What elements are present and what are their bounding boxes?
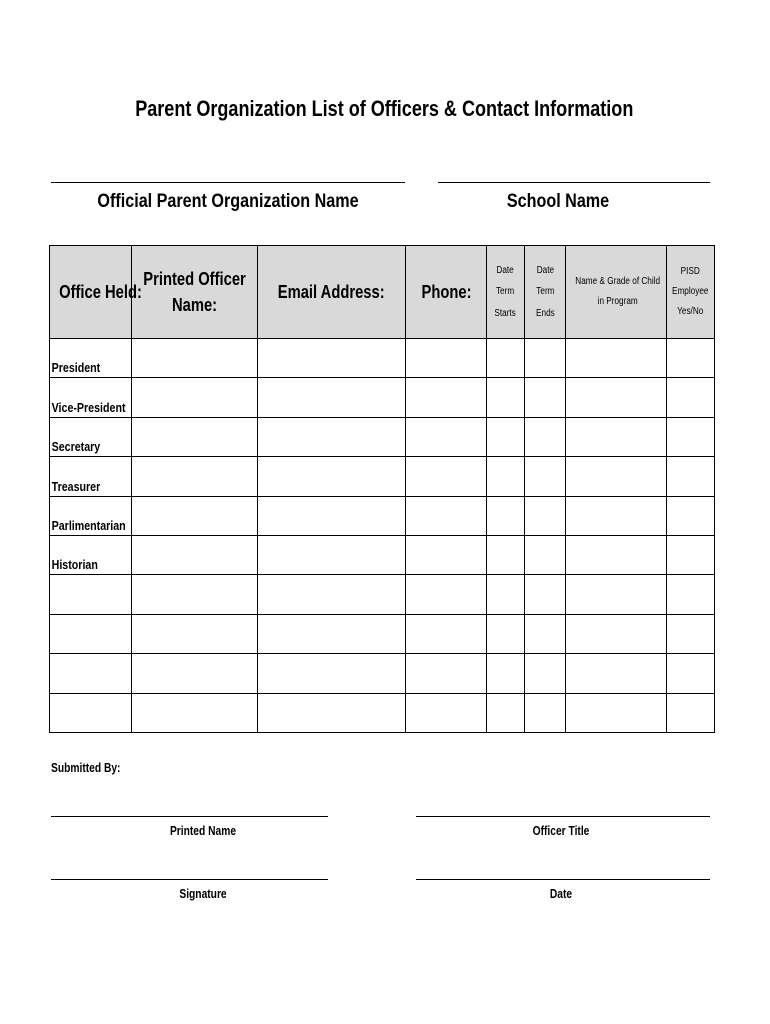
email-cell[interactable] <box>258 378 406 417</box>
term-end-cell[interactable] <box>525 654 566 693</box>
office-held-label: Treasurer <box>51 478 101 494</box>
col-office-held: Office Held: <box>50 246 132 339</box>
printed-name-cell[interactable] <box>132 339 258 378</box>
col-phone: Phone: <box>406 246 487 339</box>
pisd-cell[interactable] <box>667 575 715 614</box>
table-row <box>50 496 715 535</box>
phone-cell[interactable] <box>406 614 487 653</box>
date-line[interactable] <box>416 879 710 880</box>
officer-title-line[interactable] <box>416 816 710 817</box>
term-start-cell[interactable] <box>487 575 525 614</box>
table-row <box>50 693 715 732</box>
phone-cell[interactable] <box>406 417 487 456</box>
email-cell[interactable] <box>258 654 406 693</box>
pisd-cell[interactable] <box>667 496 715 535</box>
office-held-cell[interactable] <box>50 614 132 653</box>
pisd-cell[interactable] <box>667 614 715 653</box>
email-cell[interactable] <box>258 496 406 535</box>
table-row <box>50 378 715 417</box>
email-cell[interactable] <box>258 417 406 456</box>
office-held-cell[interactable] <box>50 417 132 456</box>
office-held-label <box>50 608 52 609</box>
col-printed-officer-name: Printed Officer Name: <box>132 246 258 339</box>
term-start-cell[interactable] <box>487 614 525 653</box>
phone-cell[interactable] <box>406 693 487 732</box>
phone-cell[interactable] <box>406 457 487 496</box>
printed-name-cell[interactable] <box>132 378 258 417</box>
school-name-line[interactable] <box>438 182 710 183</box>
org-name-line[interactable] <box>51 182 405 183</box>
child-cell[interactable] <box>566 339 667 378</box>
child-cell[interactable] <box>566 614 667 653</box>
pisd-cell[interactable] <box>667 378 715 417</box>
child-cell[interactable] <box>566 693 667 732</box>
email-cell[interactable] <box>258 457 406 496</box>
col-date-term-starts: Date Term Starts <box>487 246 525 339</box>
email-cell[interactable] <box>258 535 406 574</box>
term-end-cell[interactable] <box>525 614 566 653</box>
school-name-label: School Name <box>506 191 610 212</box>
printed-name-label: Printed Name <box>169 824 237 838</box>
printed-name-cell[interactable] <box>132 457 258 496</box>
phone-cell[interactable] <box>406 496 487 535</box>
term-start-cell[interactable] <box>487 339 525 378</box>
office-held-label: Secretary <box>51 439 101 455</box>
officers-table <box>49 245 715 733</box>
table-row <box>50 575 715 614</box>
col-child-name-grade: Name & Grade of Child in Program <box>566 246 667 339</box>
pisd-cell[interactable] <box>667 339 715 378</box>
child-cell[interactable] <box>566 417 667 456</box>
office-held-label: President <box>51 360 101 376</box>
printed-name-cell[interactable] <box>132 496 258 535</box>
term-end-cell[interactable] <box>525 575 566 614</box>
child-cell[interactable] <box>566 575 667 614</box>
office-held-cell[interactable] <box>50 378 132 417</box>
office-held-cell[interactable] <box>50 575 132 614</box>
printed-name-line[interactable] <box>51 816 328 817</box>
office-held-label: Vice-President <box>51 399 126 415</box>
office-held-cell[interactable] <box>50 457 132 496</box>
table-row <box>50 654 715 693</box>
printed-name-cell[interactable] <box>132 575 258 614</box>
col-date-term-ends: Date Term Ends <box>525 246 566 339</box>
office-held-cell[interactable] <box>50 535 132 574</box>
printed-name-cell[interactable] <box>132 417 258 456</box>
pisd-cell[interactable] <box>667 535 715 574</box>
term-start-cell[interactable] <box>487 693 525 732</box>
term-end-cell[interactable] <box>525 417 566 456</box>
col-email-address: Email Address: <box>258 246 406 339</box>
date-label: Date <box>549 887 573 901</box>
table-row <box>50 457 715 496</box>
child-cell[interactable] <box>566 535 667 574</box>
table-row <box>50 339 715 378</box>
signature-line[interactable] <box>51 879 328 880</box>
pisd-cell[interactable] <box>667 654 715 693</box>
office-held-label: Parlimentarian <box>51 517 126 533</box>
table-header-row <box>50 246 715 339</box>
term-start-cell[interactable] <box>487 378 525 417</box>
term-end-cell[interactable] <box>525 457 566 496</box>
term-start-cell[interactable] <box>487 417 525 456</box>
child-cell[interactable] <box>566 457 667 496</box>
table-row <box>50 417 715 456</box>
term-start-cell[interactable] <box>487 457 525 496</box>
office-held-label <box>50 687 52 688</box>
term-end-cell[interactable] <box>525 378 566 417</box>
office-held-cell[interactable] <box>50 496 132 535</box>
email-cell[interactable] <box>258 614 406 653</box>
officer-title-label: Officer Title <box>532 824 590 838</box>
child-cell[interactable] <box>566 496 667 535</box>
term-end-cell[interactable] <box>525 693 566 732</box>
term-start-cell[interactable] <box>487 535 525 574</box>
printed-name-cell[interactable] <box>132 693 258 732</box>
page-title: Parent Organization List of Officers & Contact Information <box>135 96 634 121</box>
term-start-cell[interactable] <box>487 496 525 535</box>
office-held-label: Historian <box>51 557 98 573</box>
phone-cell[interactable] <box>406 339 487 378</box>
table-row <box>50 614 715 653</box>
phone-cell[interactable] <box>406 378 487 417</box>
child-cell[interactable] <box>566 378 667 417</box>
email-cell[interactable] <box>258 339 406 378</box>
phone-cell[interactable] <box>406 654 487 693</box>
printed-name-cell[interactable] <box>132 654 258 693</box>
pisd-cell[interactable] <box>667 417 715 456</box>
printed-name-cell[interactable] <box>132 614 258 653</box>
office-held-cell[interactable] <box>50 339 132 378</box>
term-start-cell[interactable] <box>487 654 525 693</box>
term-end-cell[interactable] <box>525 496 566 535</box>
phone-cell[interactable] <box>406 575 487 614</box>
office-held-cell[interactable] <box>50 693 132 732</box>
org-name-label: Official Parent Organization Name <box>97 191 359 212</box>
pisd-cell[interactable] <box>667 693 715 732</box>
printed-name-cell[interactable] <box>132 535 258 574</box>
table-row <box>50 535 715 574</box>
term-end-cell[interactable] <box>525 339 566 378</box>
email-cell[interactable] <box>258 575 406 614</box>
pisd-cell[interactable] <box>667 457 715 496</box>
col-pisd-employee: PISD Employee Yes/No <box>667 246 715 339</box>
signature-label: Signature <box>179 887 227 901</box>
phone-cell[interactable] <box>406 535 487 574</box>
term-end-cell[interactable] <box>525 535 566 574</box>
office-held-cell[interactable] <box>50 654 132 693</box>
child-cell[interactable] <box>566 654 667 693</box>
email-cell[interactable] <box>258 693 406 732</box>
office-held-label <box>50 647 52 648</box>
office-held-label <box>50 726 52 727</box>
submitted-by-label: Submitted By: <box>51 761 121 775</box>
